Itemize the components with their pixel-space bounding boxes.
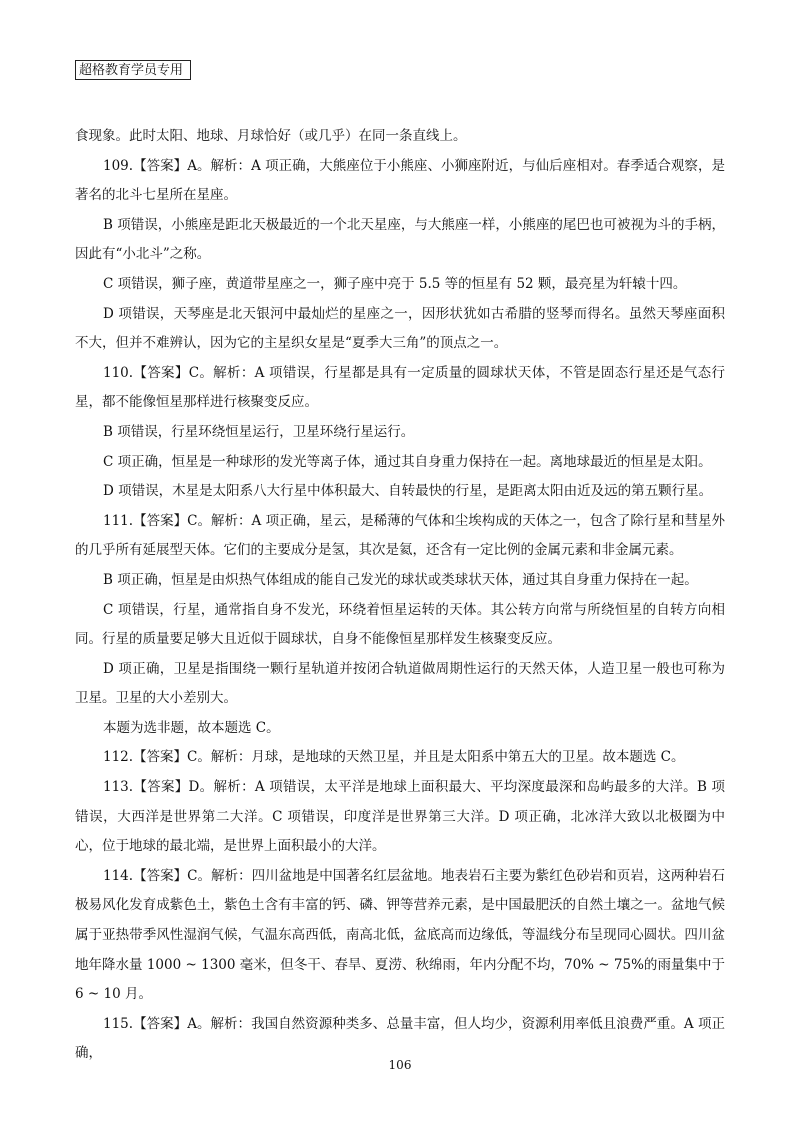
paragraph: 113.【答案】D。解析：A 项错误，太平洋是地球上面积最大、平均深度最深和岛屿最多的大洋。B 项错误，大西洋是世界第二大洋。C 项错误，印度洋是世界第三大洋。D 项正确，北冰洋大致以北极圈为中心，位于地球的最北端，是世界上面积最小的大洋。 xyxy=(75,779,725,855)
paragraph: 112.【答案】C。解析：月球，是地球的天然卫星，并且是太阳系中第五大的卫星。故本题选 C。 xyxy=(103,749,685,766)
paragraph: 本题为选非题，故本题选 C。 xyxy=(103,719,280,736)
header-label: 超格教育学员专用 xyxy=(79,63,184,78)
document-body xyxy=(75,122,725,1069)
paragraph: B 项错误，小熊座是距北天极最近的一个北天星座，与大熊座一样，小熊座的尾巴也可被视为斗的手柄，因此有“小北斗”之称。 xyxy=(75,216,725,263)
paragraph: C 项错误，行星，通常指自身不发光，环绕着恒星运转的天体。其公转方向常与所绕恒星的自转方向相同。行星的质量要足够大且近似于圆球状，自身不能像恒星那样发生核聚变反应。 xyxy=(75,601,725,648)
paragraph: D 项错误，天琴座是北天银河中最灿烂的星座之一，因形状犹如古希腊的竖琴而得名。虽然天琴座面积不大，但并不难辨认，因为它的主星织女星是“夏季大三角”的顶点之一。 xyxy=(75,305,725,352)
paragraph: C 项正确，恒星是一种球形的发光等离子体，通过其自身重力保持在一起。离地球最近的恒星是太阳。 xyxy=(103,453,712,470)
paragraph: 110.【答案】C。解析：A 项错误，行星都是具有一定质量的圆球状天体，不管是固态行星还是气态行星，都不能像恒星那样进行核聚变反应。 xyxy=(75,364,725,411)
paragraph: 115.【答案】A。解析：我国自然资源种类多、总量丰富，但人均少，资源利用率低且浪费严重。A 项正确， xyxy=(75,1015,725,1062)
page-number: 106 xyxy=(388,1058,412,1072)
paragraph: B 项错误，行星环绕恒星运行，卫星环绕行星运行。 xyxy=(103,423,415,440)
paragraph: D 项正确，卫星是指围绕一颗行星轨道并按闭合轨道做周期性运行的天然天体，人造卫星一般也可称为卫星。卫星的大小差别大。 xyxy=(75,660,725,707)
paragraph: B 项正确，恒星是由炽热气体组成的能自己发光的球状或类球状天体，通过其自身重力保持在一起。 xyxy=(103,571,698,588)
paragraph: 109.【答案】A。解析：A 项正确，大熊座位于小熊座、小狮座附近，与仙后座相对。春季适合观察，是著名的北斗七星所在星座。 xyxy=(75,157,725,204)
paragraph: D 项错误，木星是太阳系八大行星中体积最大、自转最快的行星，是距离太阳由近及远的第五颗行星。 xyxy=(103,483,713,500)
paragraph: 111.【答案】C。解析：A 项正确，星云，是稀薄的气体和尘埃构成的天体之一，包含了除行星和彗星外的几乎所有延展型天体。它们的主要成分是氢，其次是氦，还含有一定比例的金属元素和非金属元素。 xyxy=(75,512,725,559)
paragraph: 食现象。此时太阳、地球、月球恰好（或几乎）在同一条直线上。 xyxy=(75,128,467,144)
header-label-box xyxy=(75,60,191,80)
paragraph: 114.【答案】C。解析：四川盆地是中国著名红层盆地。地表岩石主要为紫红色砂岩和页岩，这两种岩石极易风化发育成紫色土，紫色土含有丰富的钙、磷、钾等营养元素，是中国最肥沃的自然土壤之一。盆地气候属于亚热带季风性湿润气候，气温东高西低，南高北低，盆底高而边缘低，等温线分布呈现同心圆状。四川盆地年降水量 1000 ~ 1300 毫米，但冬干、春旱、夏涝、秋绵雨，年内分配不均，70% ~ 75%的雨量集中于 6 ~ 10 月。 xyxy=(75,867,725,1003)
paragraph: C 项错误，狮子座，黄道带星座之一，狮子座中亮于 5.5 等的恒星有 52 颗，最亮星为轩辕十四。 xyxy=(103,275,687,292)
